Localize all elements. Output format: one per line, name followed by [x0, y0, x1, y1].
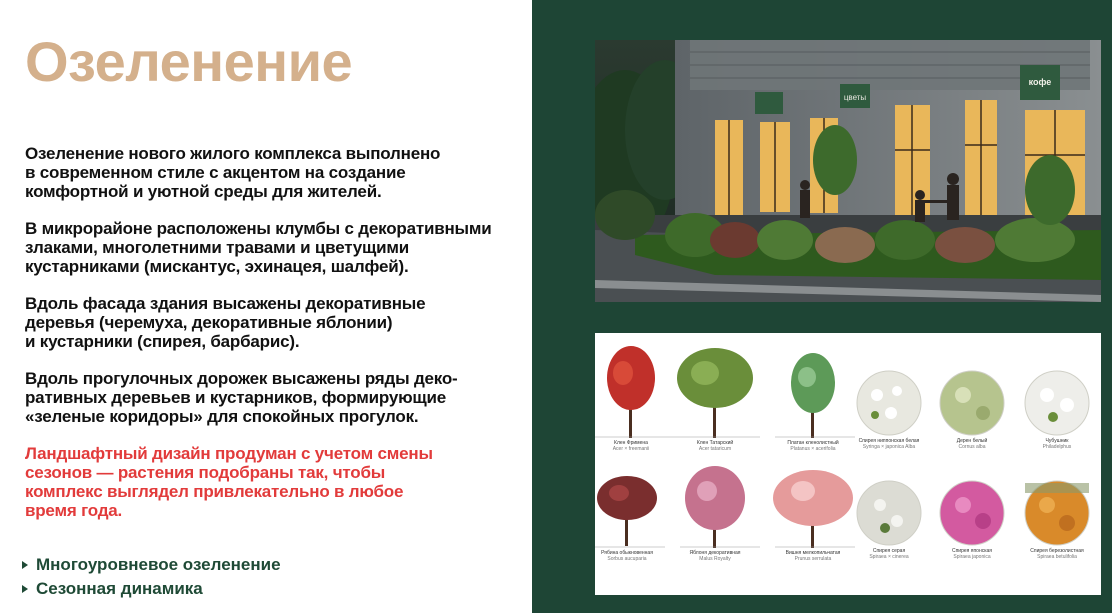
- bullet-item: [22, 577, 281, 601]
- page-title: Озеленение: [25, 30, 353, 93]
- paragraph-line: злаками, многолетними травами и цветущими: [25, 238, 410, 257]
- plant-latin: Acer tataricum: [698, 446, 732, 452]
- paragraph-line: сезонов — растения подобраны так, чтобы: [25, 463, 386, 482]
- bullet-list: [22, 553, 281, 601]
- plant-latin: Cornus alba: [958, 444, 986, 450]
- paragraph-line: «зеленые коридоры» для спокойных прогулок.: [25, 407, 419, 426]
- plant-caption: [932, 548, 1012, 560]
- bullet-item: [22, 553, 281, 577]
- plant-name: Спирея серая: [872, 548, 906, 554]
- paragraph-flowerbeds: [25, 219, 495, 276]
- plant-name: Клен Фрименa: [614, 440, 648, 446]
- plant-name: Спирея березолистная: [1030, 548, 1084, 554]
- shrub-dogwood-icon: [940, 371, 1004, 435]
- paragraph-line: в современном стиле с акцентом на создание: [25, 163, 406, 182]
- tree-apple-icon: [685, 466, 745, 548]
- plant-name: Яблоня декоративная: [689, 550, 741, 556]
- paragraph-line: и кустарники (спирея, барбарис).: [25, 332, 300, 351]
- paragraph-line: время года.: [25, 501, 123, 520]
- paragraph-line: комфортной и уютной среды для жителей.: [25, 182, 382, 201]
- text-panel: [0, 0, 532, 613]
- sign-coffee: кофе: [1028, 77, 1052, 87]
- shrub-spirea-birchleaf-icon: [1025, 481, 1089, 545]
- sign-flowers: цветы: [843, 93, 867, 102]
- plant-name: Спирея ниппонская белая: [858, 438, 920, 444]
- triangle-bullet-icon: [22, 585, 28, 593]
- tree-plane-icon: [791, 353, 835, 438]
- plant-latin: Platanus × acerifolia: [790, 446, 836, 452]
- plant-caption: [1017, 548, 1097, 560]
- plant-caption: [591, 440, 671, 452]
- plant-caption: [675, 440, 755, 452]
- plant-name: Спирея японская: [951, 548, 992, 554]
- paragraph-intro: [25, 144, 495, 201]
- paragraph-facade: [25, 294, 495, 351]
- plant-name: Дерен белый: [956, 438, 988, 444]
- plant-caption: [1017, 438, 1097, 450]
- paragraph-walkways: [25, 369, 495, 426]
- paragraph-line: Вдоль фасада здания высажены декоративные: [25, 294, 426, 313]
- shrub-spirea-japanese-icon: [940, 481, 1004, 545]
- plant-name: Платан кленолистный: [787, 440, 839, 446]
- paragraph-line: Озеленение нового жилого комплекса выполнено: [25, 144, 441, 163]
- plant-caption: [932, 438, 1012, 450]
- plant-caption: [849, 548, 929, 560]
- tree-tatar-maple-icon: [677, 348, 753, 438]
- plant-name: Чубушник: [1045, 438, 1069, 444]
- triangle-bullet-icon: [22, 561, 28, 569]
- plant-latin: Philadelphus: [1042, 444, 1072, 450]
- paragraph-line: Вдоль прогулочных дорожек высажены ряды деко-: [25, 369, 458, 388]
- plant-caption: [587, 550, 667, 562]
- plant-latin: Spiraea × cinerea: [869, 554, 909, 560]
- plant-name: Клен Татарский: [696, 440, 734, 446]
- building-photo: [595, 40, 1101, 302]
- plant-latin: Acer × freemanii: [612, 446, 650, 452]
- plant-caption: [773, 440, 853, 452]
- tree-red-maple-icon: [607, 346, 655, 438]
- tree-cherry-icon: [773, 470, 853, 548]
- plant-caption: [849, 438, 929, 450]
- plant-name: Рябина обыкновенная: [601, 550, 653, 556]
- plant-latin: Spiraea betulifolia: [1037, 554, 1077, 560]
- tree-rowan-icon: [597, 476, 657, 546]
- shrub-spirea-grey-icon: [857, 481, 921, 545]
- building-photo-illustration: [595, 40, 1101, 302]
- plants-palette: [595, 333, 1101, 595]
- plant-latin: Syringa × japonica Alba: [862, 444, 916, 450]
- paragraph-highlight: [25, 444, 495, 520]
- plant-latin: Prunus serrulata: [794, 556, 832, 562]
- paragraph-line: ративных деревьев и кустарников, формирующие: [25, 388, 447, 407]
- paragraph-line: В микрорайоне расположены клумбы с декоративными: [25, 219, 492, 238]
- shrub-mock-orange-icon: [1025, 371, 1089, 435]
- paragraph-line: кустарниками (мискантус, эхинацея, шалфей).: [25, 257, 409, 276]
- plant-caption: [675, 550, 755, 562]
- plant-caption: [773, 550, 853, 562]
- paragraph-line: Ландшафтный дизайн продуман с учетом смены: [25, 444, 433, 463]
- plant-latin: Spiraea japonica: [953, 554, 991, 560]
- plant-latin: Sorbus aucuparia: [607, 556, 647, 562]
- bullet-label: Сезонная динамика: [36, 579, 203, 598]
- paragraph-line: деревья (черемуха, декоративные яблонии): [25, 313, 393, 332]
- paragraph-line: комплекс выглядел привлекательно в любое: [25, 482, 404, 501]
- bullet-label: Многоуровневое озеленение: [36, 555, 281, 574]
- shrub-spirea-white-icon: [857, 371, 921, 435]
- plant-name: Вишня мелкопильчатая: [785, 550, 841, 556]
- plant-latin: Malus Royalty: [699, 556, 731, 562]
